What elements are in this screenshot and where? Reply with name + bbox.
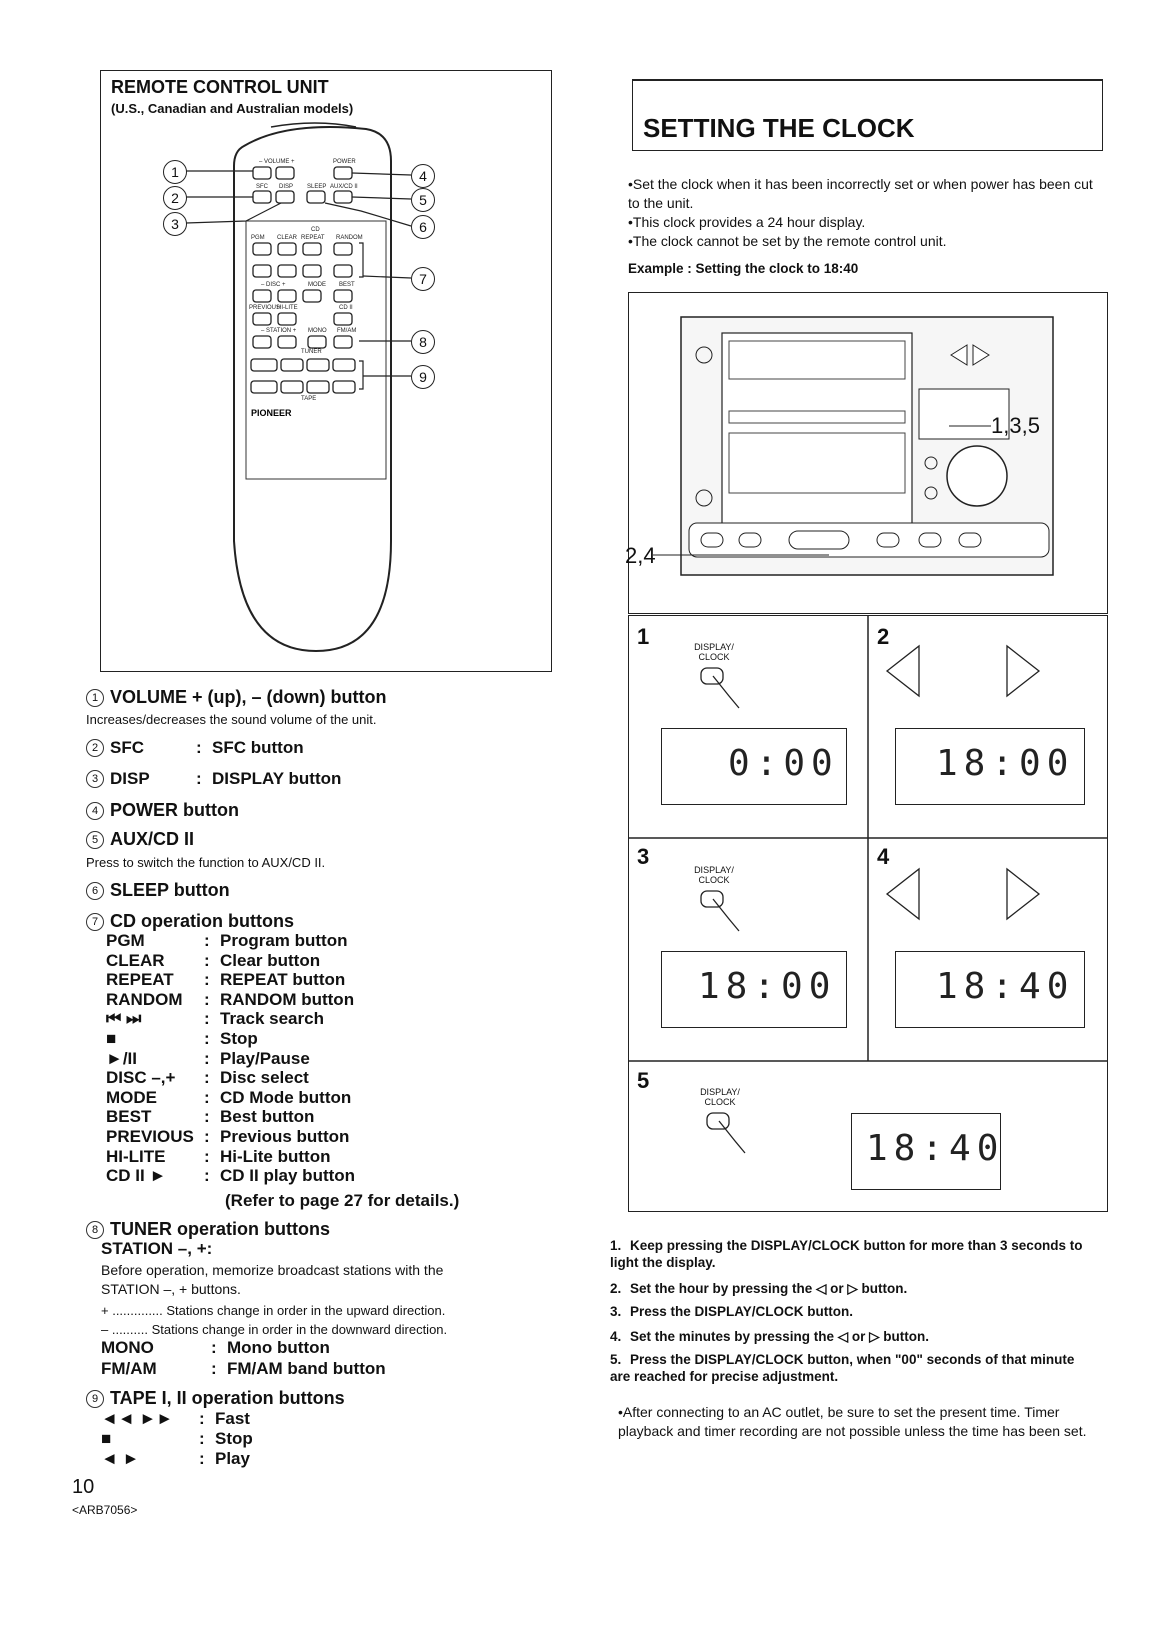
step-4-lcd bbox=[895, 951, 1085, 1028]
cd-op-value: Track search bbox=[220, 1009, 324, 1029]
cd-op-row bbox=[106, 1009, 324, 1029]
step-4-number: 4 bbox=[877, 844, 890, 869]
cd-op-separator: : bbox=[204, 950, 210, 970]
cd-op-key: HI-LITE bbox=[106, 1146, 166, 1166]
remote-label-tuner: TUNER bbox=[301, 349, 322, 355]
desc-9-title: 9 TAPE I, II operation buttons bbox=[86, 1388, 345, 1409]
cd-op-separator: : bbox=[204, 1009, 210, 1029]
instruction-step bbox=[610, 1237, 1090, 1271]
remote-label-power: POWER bbox=[333, 159, 356, 165]
remote-control-panel bbox=[100, 70, 552, 672]
cd-op-key: CD II ► bbox=[106, 1166, 167, 1186]
remote-label-mode: MODE bbox=[308, 282, 326, 288]
desc-8-title: 8 TUNER operation buttons bbox=[86, 1219, 330, 1240]
cd-op-row bbox=[106, 1049, 310, 1069]
remote-label-random: RANDOM bbox=[336, 235, 363, 241]
cd-op-separator: : bbox=[204, 1107, 210, 1127]
desc-5-title: 5 AUX/CD II bbox=[86, 829, 194, 850]
step-5-lcd bbox=[851, 1113, 1005, 1190]
cd-op-value: RANDOM button bbox=[220, 989, 355, 1009]
cd-op-key: DISC –,+ bbox=[106, 1068, 176, 1088]
remote-label-cd: CD bbox=[311, 227, 320, 233]
tuner-op-separator: : bbox=[211, 1359, 217, 1378]
callout-5: 5 bbox=[411, 188, 435, 212]
tuner-op-key: MONO bbox=[101, 1338, 154, 1357]
callout-7: 7 bbox=[411, 267, 435, 291]
remote-label-pgm: PGM bbox=[251, 235, 265, 241]
cd-op-separator: : bbox=[204, 1127, 210, 1146]
stereo-unit-illustration bbox=[625, 292, 1108, 614]
remote-label-tape: TAPE bbox=[301, 396, 317, 402]
instruction-text: Set the hour by pressing the ◁ or ▷ button. bbox=[630, 1281, 908, 1296]
callout-1: 1 bbox=[163, 160, 187, 184]
cd-op-key: ⏮ ⏭ bbox=[106, 1009, 142, 1029]
clock-title: SETTING THE CLOCK bbox=[643, 113, 915, 143]
cd-op-value: Play/Pause bbox=[220, 1048, 310, 1068]
clock-bullet-3: •The clock cannot be set by the remote control unit. bbox=[628, 233, 947, 249]
cd-op-key: RANDOM bbox=[106, 989, 183, 1009]
cd-op-value: Previous button bbox=[220, 1127, 350, 1146]
cd-op-key: PREVIOUS bbox=[106, 1127, 194, 1146]
cd-op-row bbox=[106, 1029, 258, 1049]
tape-op-key: ◄ ► bbox=[101, 1449, 140, 1468]
cd-op-key: MODE bbox=[106, 1087, 157, 1107]
clock-steps-panel bbox=[628, 615, 1108, 1212]
tape-op-value: Fast bbox=[215, 1409, 250, 1428]
step-5-display-clock-label: DISPLAY/ CLOCK bbox=[700, 1087, 740, 1107]
cd-op-key: ►/II bbox=[106, 1048, 137, 1068]
remote-brand: PIONEER bbox=[251, 408, 292, 418]
instruction-step bbox=[610, 1280, 1090, 1297]
remote-label-sleep: SLEEP bbox=[307, 184, 327, 190]
desc-6-title: 6 SLEEP button bbox=[86, 880, 230, 901]
remote-label-fmam: FM/AM bbox=[337, 328, 357, 334]
tape-op-separator: : bbox=[199, 1429, 205, 1448]
desc-2: 2 SFC : SFC button bbox=[86, 738, 304, 758]
desc-7-title: 7 CD operation buttons bbox=[86, 911, 294, 932]
step-1-lcd bbox=[661, 728, 847, 805]
tuner-minus-text: – .......... Stations change in order in the downward direction. bbox=[101, 1322, 448, 1337]
callout-2-4: 2,4 bbox=[625, 543, 656, 568]
cd-op-key: REPEAT bbox=[106, 970, 174, 990]
cd-op-value: Disc select bbox=[220, 1068, 309, 1088]
cd-op-value: Hi-Lite button bbox=[220, 1146, 331, 1166]
cd-op-separator: : bbox=[204, 1087, 210, 1107]
cd-op-value: REPEAT button bbox=[220, 970, 346, 990]
cd-op-row bbox=[106, 1088, 351, 1108]
cd-op-value: Program button bbox=[220, 931, 348, 950]
tuner-op-separator: : bbox=[211, 1338, 217, 1357]
instruction-number: 1. bbox=[610, 1238, 622, 1253]
tape-op-row bbox=[101, 1449, 250, 1469]
tuner-plus-text: + .............. Stations change in order in the upward direction. bbox=[101, 1303, 446, 1318]
remote-label-disp: DISP bbox=[279, 184, 294, 190]
instruction-number: 2. bbox=[610, 1281, 622, 1296]
cd-op-key: CLEAR bbox=[106, 950, 165, 970]
instruction-text: Press the DISPLAY/CLOCK button, when "00" seconds of that minute are reached for precise adjustment. bbox=[610, 1352, 1075, 1384]
clock-note: •After connecting to an AC outlet, be sure to set the present time. Timer playback and timer recording are not possible unless the time has been set. bbox=[618, 1404, 1087, 1439]
clock-bullet-2: •This clock provides a 24 hour display. bbox=[628, 214, 866, 230]
step-1-lcd-time: 0:00 bbox=[728, 743, 839, 784]
tape-op-key: ■ bbox=[101, 1429, 112, 1448]
clock-example: Example : Setting the clock to 18:40 bbox=[628, 261, 859, 276]
tuner-op-key: FM/AM bbox=[101, 1359, 157, 1378]
desc-4-title: 4 POWER button bbox=[86, 800, 239, 821]
page-number: 10 bbox=[72, 1476, 95, 1498]
tape-op-value: Stop bbox=[215, 1429, 253, 1448]
cd-op-row bbox=[106, 970, 345, 990]
cd-op-value: Clear button bbox=[220, 950, 321, 970]
clock-title-box bbox=[632, 79, 1103, 151]
desc-5-text: Press to switch the function to AUX/CD II. bbox=[86, 855, 326, 870]
remote-label-disc: – DISC + bbox=[261, 282, 286, 288]
callout-8: 8 bbox=[411, 330, 435, 354]
cd-op-value: CD II play button bbox=[220, 1166, 356, 1186]
document-code: <ARB7056> bbox=[72, 1503, 138, 1517]
remote-label-repeat: REPEAT bbox=[301, 235, 325, 241]
cd-op-separator: : bbox=[204, 1068, 210, 1088]
instruction-text: Press the DISPLAY/CLOCK button. bbox=[630, 1304, 854, 1319]
remote-label-sfc: SFC bbox=[256, 184, 268, 190]
remote-label-volume: – VOLUME + bbox=[259, 159, 295, 165]
instruction-step bbox=[610, 1351, 1090, 1385]
remote-subtitle: (U.S., Canadian and Australian models) bbox=[111, 101, 354, 116]
callout-1-3-5: 1,3,5 bbox=[991, 413, 1040, 438]
cd-op-key: PGM bbox=[106, 931, 145, 950]
instruction-step bbox=[610, 1303, 1090, 1320]
cd-op-separator: : bbox=[204, 970, 210, 990]
step-5-number: 5 bbox=[637, 1068, 650, 1093]
callout-6: 6 bbox=[411, 215, 435, 239]
instruction-number: 4. bbox=[610, 1329, 622, 1344]
tuner-op-row bbox=[101, 1359, 386, 1379]
remote-label-station: – STATION + bbox=[261, 328, 297, 334]
tuner-text-2: STATION –, + buttons. bbox=[101, 1281, 241, 1297]
cd-op-value: Stop bbox=[220, 1029, 258, 1048]
step-3-lcd-time: 18:00 bbox=[698, 966, 837, 1007]
tuner-op-value: FM/AM band button bbox=[227, 1359, 386, 1378]
cd-op-row bbox=[106, 931, 348, 951]
cd-op-row bbox=[106, 1107, 314, 1127]
callout-2: 2 bbox=[163, 186, 187, 210]
remote-label-previous: PREVIOUS bbox=[249, 305, 281, 311]
remote-label-mono: MONO bbox=[308, 328, 327, 334]
cd-op-separator: : bbox=[204, 1166, 210, 1186]
cd-op-row bbox=[106, 990, 354, 1010]
step-3-display-clock-label: DISPLAY/ CLOCK bbox=[694, 865, 734, 885]
step-4-lcd-time: 18:40 bbox=[936, 966, 1075, 1007]
cd-op-separator: : bbox=[204, 1029, 210, 1048]
tape-op-separator: : bbox=[199, 1409, 205, 1428]
cd-op-separator: : bbox=[204, 989, 210, 1009]
instruction-number: 3. bbox=[610, 1304, 622, 1319]
desc-3: 3 DISP : DISPLAY button bbox=[86, 769, 341, 789]
remote-label-clear: CLEAR bbox=[277, 235, 298, 241]
desc-1-title: 1 VOLUME + (up), – (down) button bbox=[86, 687, 386, 708]
step-1-number: 1 bbox=[637, 624, 650, 649]
callout-9: 9 bbox=[411, 365, 435, 389]
instruction-step bbox=[610, 1328, 1090, 1345]
tuner-station-label: STATION –, +: bbox=[101, 1239, 213, 1258]
tuner-text-1: Before operation, memorize broadcast stations with the bbox=[101, 1262, 444, 1278]
cd-op-row bbox=[106, 1068, 309, 1088]
instruction-text: Set the minutes by pressing the ◁ or ▷ button. bbox=[630, 1329, 930, 1344]
remote-label-best: BEST bbox=[339, 282, 355, 288]
cd-ops-reference: (Refer to page 27 for details.) bbox=[225, 1191, 460, 1210]
tape-op-separator: : bbox=[199, 1449, 205, 1468]
cd-op-value: Best button bbox=[220, 1107, 315, 1127]
cd-op-separator: : bbox=[204, 931, 210, 950]
cd-op-row bbox=[106, 1166, 355, 1186]
cd-op-key: ■ bbox=[106, 1029, 117, 1048]
remote-label-hilite: HI-LITE bbox=[277, 305, 298, 311]
callout-3: 3 bbox=[163, 212, 187, 236]
tape-op-key: ◄◄ ►► bbox=[101, 1409, 174, 1428]
cd-op-row bbox=[106, 1127, 349, 1147]
cd-op-separator: : bbox=[204, 1146, 210, 1166]
step-3-lcd bbox=[661, 951, 847, 1028]
tuner-op-value: Mono button bbox=[227, 1338, 330, 1357]
callout-4: 4 bbox=[411, 164, 435, 188]
tape-op-row bbox=[101, 1409, 250, 1429]
clock-bullet-1: •Set the clock when it has been incorrectly set or when power has been cut to the unit. bbox=[628, 176, 1093, 211]
remote-label-aux: AUX/CD II bbox=[330, 184, 358, 190]
tape-op-row bbox=[101, 1429, 253, 1449]
step-2-lcd bbox=[895, 728, 1085, 805]
remote-label-cdii: CD II bbox=[339, 305, 353, 311]
step-2-number: 2 bbox=[877, 624, 890, 649]
remote-title: REMOTE CONTROL UNIT bbox=[111, 77, 329, 97]
step-3-number: 3 bbox=[637, 844, 650, 869]
desc-1-text: Increases/decreases the sound volume of the unit. bbox=[86, 712, 377, 727]
cd-op-row bbox=[106, 1147, 330, 1167]
instruction-text: Keep pressing the DISPLAY/CLOCK button for more than 3 seconds to light the display. bbox=[610, 1238, 1083, 1270]
tuner-op-row bbox=[101, 1338, 330, 1358]
tape-op-value: Play bbox=[215, 1449, 250, 1468]
instruction-number: 5. bbox=[610, 1352, 622, 1367]
cd-op-separator: : bbox=[204, 1048, 210, 1068]
cd-op-value: CD Mode button bbox=[220, 1087, 352, 1107]
cd-op-key: BEST bbox=[106, 1107, 152, 1127]
cd-op-row bbox=[106, 951, 320, 971]
step-1-display-clock-label: DISPLAY/ CLOCK bbox=[694, 642, 734, 662]
step-5-lcd-time: 18:40 bbox=[866, 1128, 1005, 1169]
step-2-lcd-time: 18:00 bbox=[936, 743, 1075, 784]
